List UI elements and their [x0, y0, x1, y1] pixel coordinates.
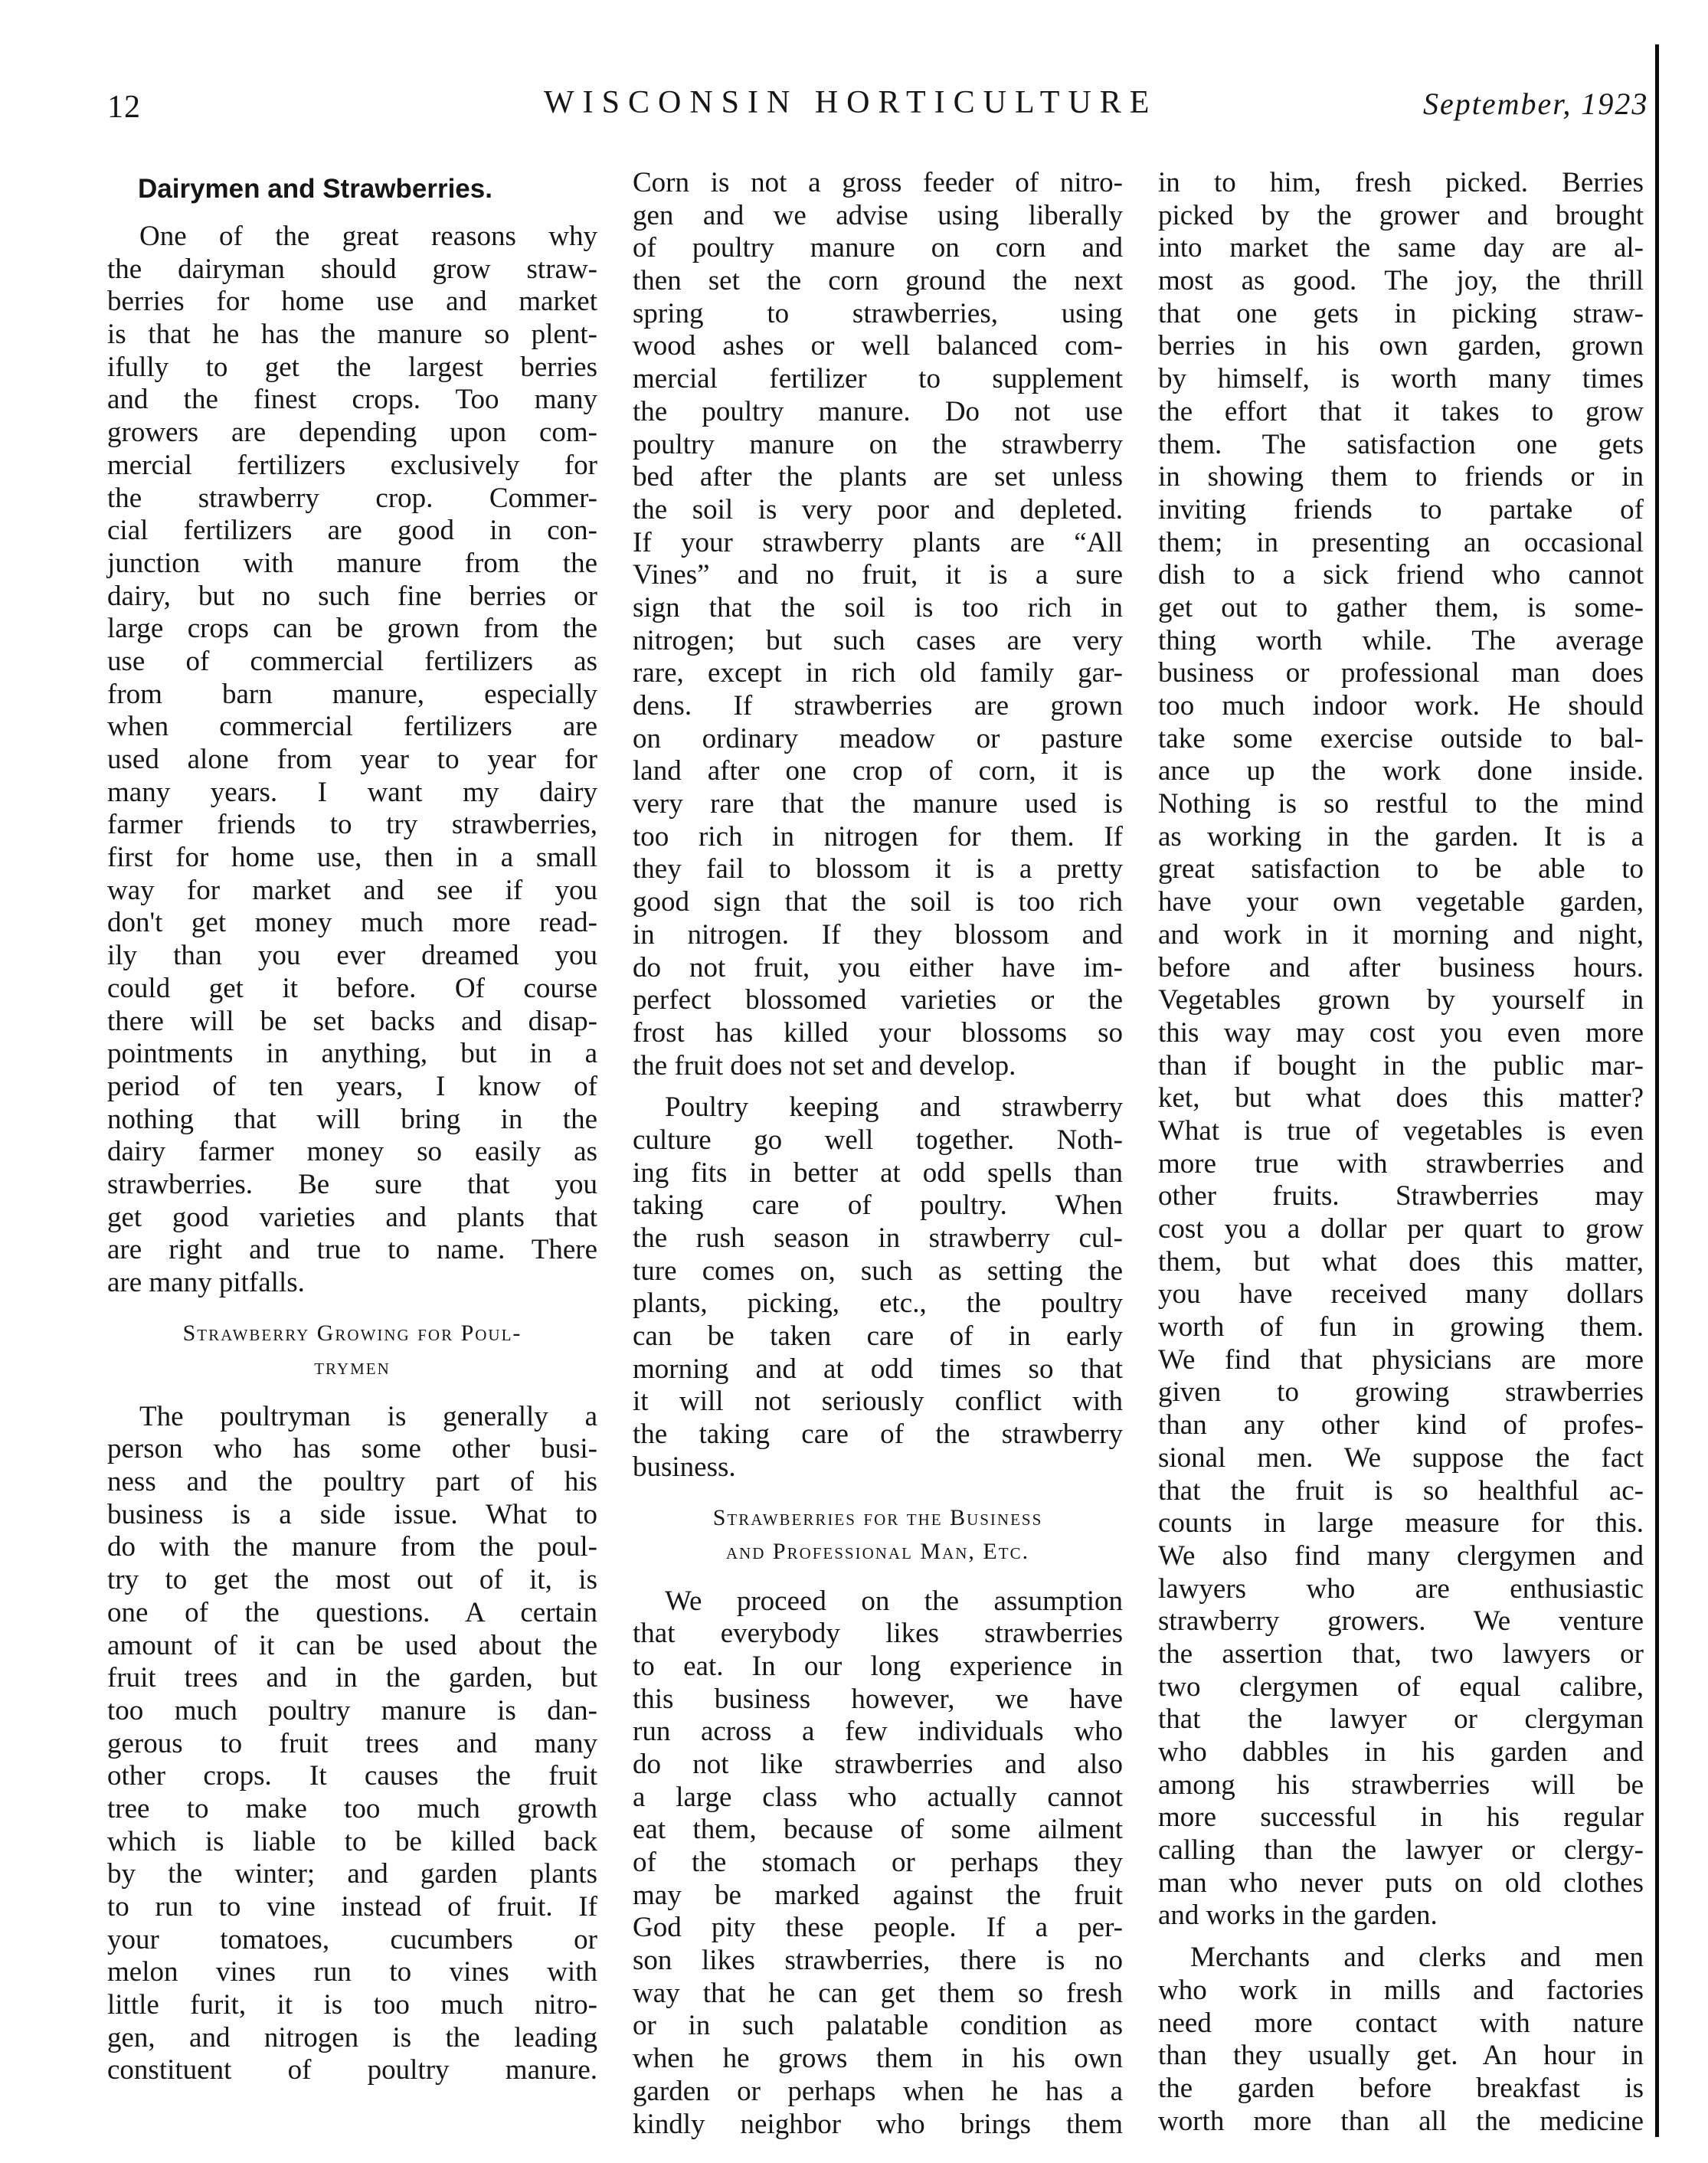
- text-line: they fail to blossom it is a pretty: [633, 853, 1123, 885]
- text-line: poultry manure on the strawberry: [633, 428, 1123, 460]
- text-line: One of the great reasons why: [139, 221, 597, 252]
- text-line: get good varieties and plants that: [107, 1201, 597, 1233]
- text-line: strawberry growers. We venture: [1158, 1605, 1644, 1638]
- text-line: man who never puts on old clothes: [1158, 1867, 1644, 1899]
- text-line: We proceed on the assumption: [665, 1585, 1123, 1617]
- text-line: are right and true to name. There: [107, 1234, 597, 1266]
- text-line: are many pitfalls.: [107, 1267, 305, 1298]
- text-line: a large class who actually cannot: [633, 1781, 1123, 1813]
- text-line: the strawberry crop. Commer-: [107, 482, 597, 514]
- text-line: God pity these people. If a per-: [633, 1912, 1123, 1944]
- text-line: gen, and nitrogen is the leading: [107, 2021, 597, 2053]
- text-line: that one gets in picking straw-: [1158, 297, 1644, 329]
- text-line: great satisfaction to be able to: [1158, 853, 1644, 885]
- text-line: and the finest crops. Too many: [107, 384, 597, 416]
- text-line: than if bought in the public mar-: [1158, 1049, 1644, 1082]
- text-line: do not like strawberries and also: [633, 1748, 1123, 1780]
- text-line: that the lawyer or clergyman: [1158, 1703, 1644, 1736]
- text-line: We find that physicians are more: [1158, 1343, 1644, 1376]
- text-line: ifully to get the largest berries: [107, 351, 597, 383]
- text-line: which is liable to be killed back: [107, 1825, 597, 1857]
- text-line: mercial fertilizer to supplement: [633, 363, 1123, 395]
- text-line: need more contact with nature: [1158, 2007, 1644, 2039]
- text-line: Nothing is so restful to the mind: [1158, 788, 1644, 820]
- text-line: berries in his own garden, grown: [1158, 330, 1644, 362]
- text-line: one of the questions. A certain: [107, 1596, 597, 1628]
- text-line: very rare that the manure used is: [633, 788, 1123, 820]
- text-line: them. The satisfaction one gets: [1158, 428, 1644, 460]
- text-line: use of commercial fertilizers as: [107, 645, 597, 677]
- text-line: cial fertilizers are good in con-: [107, 515, 597, 547]
- text-line: dish to a sick friend who cannot: [1158, 559, 1644, 591]
- text-line: get out to gather them, is some-: [1158, 591, 1644, 623]
- text-column-2: [633, 167, 1123, 2141]
- text-line: dairy, but no such fine berries or: [107, 580, 597, 612]
- text-line: rare, except in rich old family gar-: [633, 657, 1123, 689]
- text-line: ness and the poultry part of his: [107, 1466, 597, 1498]
- text-line: by himself, is worth many times: [1158, 363, 1644, 395]
- text-line: What is true of vegetables is even: [1158, 1114, 1644, 1147]
- text-line: dens. If strawberries are grown: [633, 690, 1123, 722]
- paragraph: [1158, 1942, 1644, 2138]
- running-header: [0, 84, 1708, 138]
- text-line: when he grows them in his own: [633, 2043, 1123, 2075]
- text-line: other crops. It causes the fruit: [107, 1760, 597, 1792]
- text-line: do with the manure from the poul-: [107, 1531, 597, 1563]
- text-line: that the fruit is so healthful ac-: [1158, 1474, 1644, 1507]
- text-line: Corn is not a gross feeder of nitro-: [633, 167, 1123, 198]
- text-line: melon vines run to vines with: [107, 1956, 597, 1988]
- text-line: that everybody likes strawberries: [633, 1618, 1123, 1650]
- text-line: don't get money much more read-: [107, 907, 597, 939]
- text-line: first for home use, then in a small: [107, 842, 597, 874]
- text-line: from barn manure, especially: [107, 678, 597, 710]
- text-line: you have received many dollars: [1158, 1278, 1644, 1311]
- page-edge-rule: [1655, 44, 1659, 2137]
- text-line: strawberries. Be sure that you: [107, 1168, 597, 1200]
- text-line: in showing them to friends or in: [1158, 461, 1644, 493]
- text-line: the garden before breakfast is: [1158, 2072, 1644, 2104]
- text-line: is that he has the manure so plent-: [107, 319, 597, 351]
- text-line: cost you a dollar per quart to grow: [1158, 1213, 1644, 1245]
- text-line: to eat. In our long experience in: [633, 1650, 1123, 1682]
- text-line: nothing that will bring in the: [107, 1103, 597, 1135]
- text-line: as working in the garden. It is a: [1158, 820, 1644, 852]
- text-line: business is a side issue. What to: [107, 1498, 597, 1530]
- text-line: who work in mills and factories: [1158, 1974, 1644, 2006]
- text-line: picked by the grower and brought: [1158, 199, 1644, 231]
- text-line: this business however, we have: [633, 1683, 1123, 1715]
- text-line: farmer friends to try strawberries,: [107, 809, 597, 841]
- text-line: then set the corn ground the next: [633, 265, 1123, 297]
- text-line: constituent of poultry manure.: [107, 2054, 597, 2086]
- text-line: into market the same day are al-: [1158, 232, 1644, 264]
- page-number: 12: [107, 90, 141, 125]
- paragraph: [107, 221, 597, 1300]
- text-line: culture go well together. Noth-: [633, 1124, 1123, 1156]
- text-line: little furit, it is too much nitro-: [107, 1989, 597, 2021]
- text-line: ture comes on, such as setting the: [633, 1255, 1123, 1287]
- text-line: can be taken care of in early: [633, 1320, 1123, 1353]
- text-line: If your strawberry plants are “All: [633, 526, 1123, 558]
- text-line: the assertion that, two lawyers or: [1158, 1638, 1644, 1670]
- text-line: do not fruit, you either have im-: [633, 951, 1123, 983]
- section-subheading: Strawberry Growing for Poul-: [182, 1320, 522, 1346]
- text-line: try to get the most out of it, is: [107, 1564, 597, 1596]
- text-line: who dabbles in his garden and: [1158, 1736, 1644, 1768]
- text-line: used alone from year to year for: [107, 744, 597, 775]
- text-line: person who has some other busi-: [107, 1433, 597, 1465]
- text-line: worth of fun in growing them.: [1158, 1311, 1644, 1343]
- text-line: the taking care of the strawberry: [633, 1419, 1123, 1451]
- text-line: the effort that it takes to grow: [1158, 395, 1644, 427]
- text-line: frost has killed your blossoms so: [633, 1016, 1123, 1049]
- text-line: counts in large measure for this.: [1158, 1507, 1644, 1540]
- text-line: than any other kind of profes-: [1158, 1409, 1644, 1441]
- text-line: pointments in anything, but in a: [107, 1038, 597, 1070]
- paragraph: [633, 1585, 1123, 2142]
- text-line: mercial fertilizers exclusively for: [107, 449, 597, 481]
- text-line: the soil is very poor and depleted.: [633, 493, 1123, 525]
- text-line: too rich in nitrogen for them. If: [633, 820, 1123, 852]
- text-line: Poultry keeping and strawberry: [665, 1091, 1123, 1124]
- text-line: wood ashes or well balanced com-: [633, 330, 1123, 362]
- text-line: tree to make too much growth: [107, 1792, 597, 1824]
- section-subheading: trymen: [314, 1353, 391, 1379]
- text-line: more true with strawberries and: [1158, 1147, 1644, 1180]
- text-line: or in such palatable condition as: [633, 2010, 1123, 2042]
- issue-date: September, 1923: [1423, 87, 1649, 121]
- paragraph: [107, 1401, 597, 2087]
- text-line: take some exercise outside to bal-: [1158, 722, 1644, 754]
- paragraph: [633, 1091, 1123, 1484]
- text-line: and works in the garden.: [1158, 1900, 1438, 1932]
- text-line: berries for home use and market: [107, 286, 597, 318]
- text-line: may be marked against the fruit: [633, 1879, 1123, 1911]
- text-line: the dairyman should grow straw-: [107, 253, 597, 285]
- text-line: growers are depending upon com-: [107, 417, 597, 449]
- text-line: calling than the lawyer or clergy-: [1158, 1834, 1644, 1867]
- text-column-1: [107, 167, 597, 2087]
- text-line: when commercial fertilizers are: [107, 711, 597, 743]
- text-line: this way may cost you even more: [1158, 1016, 1644, 1049]
- text-line: have your own vegetable garden,: [1158, 886, 1644, 918]
- text-line: many years. I want my dairy: [107, 776, 597, 808]
- text-line: to run to vine instead of fruit. If: [107, 1891, 597, 1922]
- text-line: more successful in his regular: [1158, 1801, 1644, 1834]
- text-line: of poultry manure on corn and: [633, 232, 1123, 264]
- section-title: Dairymen and Strawberries.: [138, 174, 492, 204]
- text-line: inviting friends to partake of: [1158, 493, 1644, 525]
- text-line: too much indoor work. He should: [1158, 690, 1644, 722]
- text-line: business or professional man does: [1158, 657, 1644, 689]
- text-line: eat them, because of some ailment: [633, 1814, 1123, 1846]
- text-line: the rush season in strawberry cul-: [633, 1222, 1123, 1254]
- section-subheading: and Professional Man, Etc.: [725, 1538, 1030, 1564]
- text-line: other fruits. Strawberries may: [1158, 1180, 1644, 1212]
- text-line: ket, but what does this matter?: [1158, 1082, 1644, 1114]
- text-line: sign that the soil is too rich in: [633, 591, 1123, 623]
- text-line: period of ten years, I know of: [107, 1070, 597, 1102]
- text-line: too much poultry manure is dan-: [107, 1694, 597, 1726]
- text-line: it will not seriously conflict with: [633, 1386, 1123, 1418]
- text-line: junction with manure from the: [107, 547, 597, 579]
- text-line: way for market and see if you: [107, 874, 597, 906]
- text-line: amount of it can be used about the: [107, 1629, 597, 1661]
- section-subheading: Strawberries for the Business: [712, 1504, 1043, 1530]
- text-line: lawyers who are enthusiastic: [1158, 1572, 1644, 1605]
- text-line: Merchants and clerks and men: [1190, 1942, 1644, 1974]
- text-line: given to growing strawberries: [1158, 1376, 1644, 1409]
- text-line: them; in presenting an occasional: [1158, 526, 1644, 558]
- text-line: sional men. We suppose the fact: [1158, 1441, 1644, 1474]
- text-line: of the stomach or perhaps they: [633, 1847, 1123, 1878]
- text-line: in nitrogen. If they blossom and: [633, 918, 1123, 951]
- text-line: We also find many clergymen and: [1158, 1540, 1644, 1572]
- text-line: gerous to fruit trees and many: [107, 1727, 597, 1759]
- text-column-3: [1158, 167, 1644, 2138]
- text-line: two clergymen of equal calibre,: [1158, 1671, 1644, 1703]
- text-line: perfect blossomed varieties or the: [633, 984, 1123, 1016]
- text-line: land after one crop of corn, it is: [633, 755, 1123, 787]
- text-line: plants, picking, etc., the poultry: [633, 1288, 1123, 1320]
- journal-title: WISCONSIN HORTICULTURE: [544, 85, 1158, 120]
- text-line: thing worth while. The average: [1158, 624, 1644, 656]
- text-line: nitrogen; but such cases are very: [633, 624, 1123, 656]
- text-line: way that he can get them so fresh: [633, 1977, 1123, 2009]
- text-line: the poultry manure. Do not use: [633, 395, 1123, 427]
- text-line: most as good. The joy, the thrill: [1158, 265, 1644, 297]
- text-line: The poultryman is generally a: [139, 1400, 597, 1432]
- text-line: Vines” and no fruit, it is a sure: [633, 559, 1123, 591]
- text-line: son likes strawberries, there is no: [633, 1945, 1123, 1977]
- text-line: garden or perhaps when he has a: [633, 2075, 1123, 2107]
- text-line: among his strawberries will be: [1158, 1769, 1644, 1801]
- text-line: large crops can be grown from the: [107, 613, 597, 645]
- text-line: morning and at odd times so that: [633, 1353, 1123, 1385]
- text-line: Vegetables grown by yourself in: [1158, 984, 1644, 1016]
- text-line: spring to strawberries, using: [633, 297, 1123, 329]
- text-line: and work in it morning and night,: [1158, 918, 1644, 951]
- text-line: kindly neighbor who brings them: [633, 2108, 1123, 2140]
- text-line: there will be set backs and disap-: [107, 1005, 597, 1037]
- text-line: fruit trees and in the garden, but: [107, 1662, 597, 1694]
- text-line: them, but what does this matter,: [1158, 1245, 1644, 1278]
- text-line: ance up the work done inside.: [1158, 755, 1644, 787]
- text-line: before and after business hours.: [1158, 951, 1644, 983]
- text-line: on ordinary meadow or pasture: [633, 722, 1123, 754]
- text-line: worth more than all the medicine: [1158, 2105, 1644, 2137]
- text-line: the fruit does not set and develop.: [633, 1049, 1016, 1082]
- paragraph: [1158, 167, 1644, 1932]
- text-line: by the winter; and garden plants: [107, 1858, 597, 1890]
- text-line: dairy farmer money so easily as: [107, 1136, 597, 1168]
- text-line: gen and we advise using liberally: [633, 199, 1123, 231]
- text-line: good sign that the soil is too rich: [633, 886, 1123, 918]
- paragraph: [633, 167, 1123, 1082]
- text-line: could get it before. Of course: [107, 972, 597, 1004]
- text-line: business.: [633, 1451, 736, 1483]
- text-line: your tomatoes, cucumbers or: [107, 1923, 597, 1955]
- text-line: bed after the plants are set unless: [633, 461, 1123, 493]
- text-line: taking care of poultry. When: [633, 1189, 1123, 1222]
- text-line: in to him, fresh picked. Berries: [1158, 167, 1644, 198]
- text-line: ing fits in better at odd spells than: [633, 1157, 1123, 1189]
- text-line: ily than you ever dreamed you: [107, 940, 597, 972]
- text-line: than they usually get. An hour in: [1158, 2040, 1644, 2072]
- text-line: run across a few individuals who: [633, 1716, 1123, 1748]
